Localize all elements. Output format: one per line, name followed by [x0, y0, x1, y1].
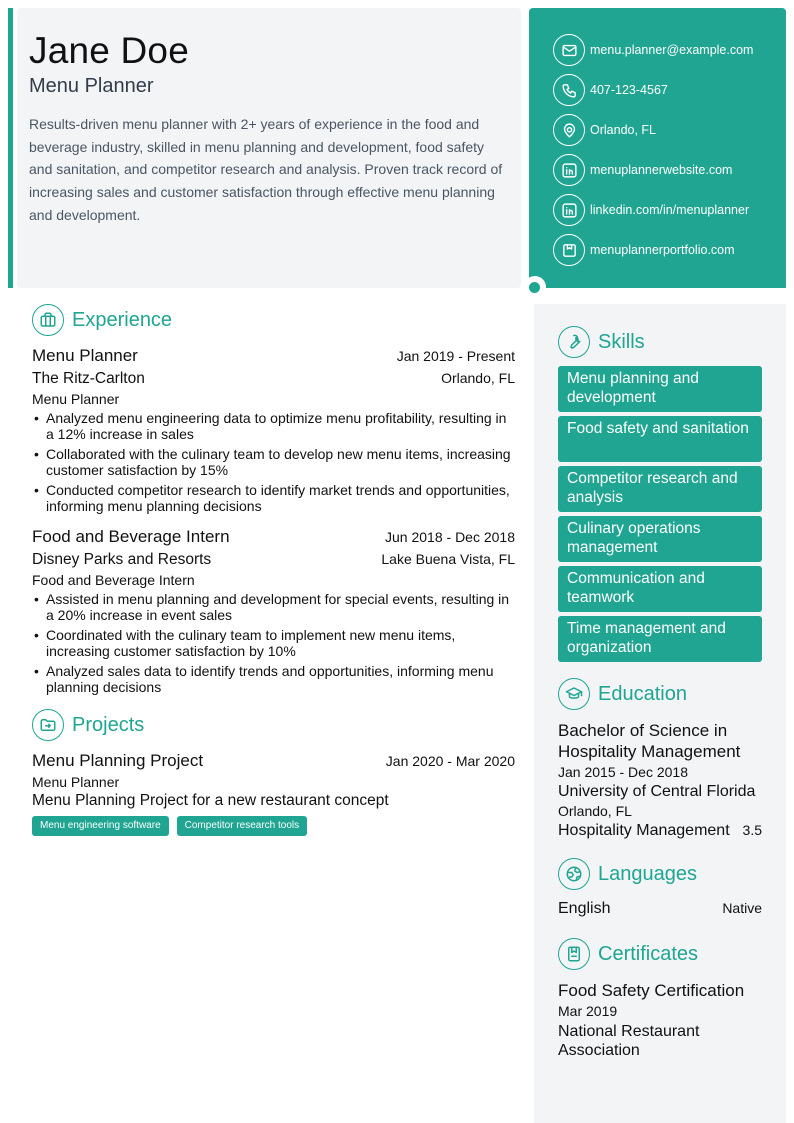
education-school: University of Central Florida [558, 783, 756, 800]
job-location: Orlando, FL [441, 370, 515, 386]
skills-title: Skills [598, 330, 645, 353]
list-item: • Assisted in menu planning and development for special events, resulting in a 20% increase in event sales [32, 591, 515, 623]
education-degree: Bachelor of Science in Hospitality Management [558, 721, 741, 761]
portfolio-icon [553, 234, 585, 266]
job-bullets [32, 410, 515, 514]
education-entry [558, 720, 762, 840]
job-date: Jun 2018 - Dec 2018 [385, 529, 515, 545]
sidebar [534, 304, 786, 1123]
contact-panel [529, 8, 786, 288]
language-item [558, 900, 762, 918]
list-item: • Conducted competitor research to identify market trends and opportunities, informing menu planning decisions [32, 482, 515, 514]
tag: Competitor research tools [177, 816, 308, 836]
project-description: Menu Planning Project for a new restaurant concept [32, 792, 389, 809]
skill-item: Competitor research and analysis [558, 466, 762, 512]
project-title: Menu Planning Project [32, 751, 204, 770]
header [17, 8, 521, 288]
linkedin-icon [553, 154, 585, 186]
skill-item: Food safety and sanitation [558, 416, 762, 462]
project-date: Jan 2020 - Mar 2020 [385, 753, 515, 769]
list-item: • Analyzed sales data to identify trends and opportunities, informing menu planning decisions [32, 663, 515, 695]
candidate-title: Menu Planner [29, 75, 154, 97]
graduation-cap-icon [558, 678, 590, 710]
contact-phone[interactable] [553, 70, 786, 110]
accent-bar [8, 8, 13, 288]
projects-title: Projects [72, 713, 145, 736]
list-item: • Coordinated with the culinary team to implement new menu items, increasing customer satisfaction by 10% [32, 627, 515, 659]
list-item: • Collaborated with the culinary team to develop new menu items, increasing customer satisfaction by 15% [32, 446, 515, 478]
briefcase-icon [32, 304, 64, 336]
skill-item: Culinary operations management [558, 516, 762, 562]
phone-icon [553, 74, 585, 106]
experience-title: Experience [72, 308, 173, 331]
project-tags [32, 816, 515, 836]
wrench-icon [558, 326, 590, 358]
certificate-icon [558, 938, 590, 970]
contact-portfolio[interactable] [553, 230, 786, 270]
job-role: Menu Planner [32, 391, 120, 407]
contact-website-text: menuplannerwebsite.com [590, 163, 733, 177]
job-company: The Ritz-Carlton [32, 370, 145, 387]
education-title: Education [598, 682, 687, 705]
skill-item: Time management and organization [558, 616, 762, 662]
contact-email[interactable] [553, 30, 786, 70]
decorative-dot [529, 282, 540, 293]
certificate-issuer: National Restaurant Association [558, 1023, 700, 1059]
projects-heading [32, 709, 515, 741]
main-column [32, 304, 515, 836]
project-entry [32, 751, 515, 836]
skill-item: Communication and teamwork [558, 566, 762, 612]
job-role: Food and Beverage Intern [32, 572, 195, 588]
certificate-date: Mar 2019 [558, 1003, 618, 1019]
language-level: Native [722, 900, 762, 916]
certificate-name: Food Safety Certification [558, 981, 745, 1000]
languages-heading [558, 858, 762, 890]
education-date: Jan 2015 - Dec 2018 [558, 764, 688, 780]
job-title: Food and Beverage Intern [32, 527, 230, 546]
globe-icon [558, 858, 590, 890]
experience-heading [32, 304, 515, 336]
education-gpa: 3.5 [742, 822, 762, 838]
experience-entry [32, 527, 515, 695]
certificates-title: Certificates [598, 942, 699, 965]
email-icon [553, 34, 585, 66]
skills-list [558, 366, 762, 662]
job-bullets [32, 591, 515, 695]
languages-title: Languages [598, 862, 697, 885]
contact-location [553, 110, 786, 150]
experience-entry [32, 346, 515, 514]
list-item: • Analyzed menu engineering data to optimize menu profitability, resulting in a 12% increase in sales [32, 410, 515, 442]
job-date: Jan 2019 - Present [396, 348, 515, 364]
tag: Menu engineering software [32, 816, 169, 836]
contact-website[interactable] [553, 150, 786, 190]
skills-heading [558, 326, 762, 358]
contact-portfolio-text: menuplannerportfolio.com [590, 243, 735, 257]
job-title: Menu Planner [32, 346, 138, 365]
candidate-name: Jane Doe [29, 30, 189, 71]
education-field: Hospitality Management [558, 822, 730, 839]
linkedin-icon [553, 194, 585, 226]
certificate-entry [558, 980, 762, 1060]
project-role: Menu Planner [32, 774, 120, 790]
language-name: English [558, 900, 611, 917]
education-location: Orlando, FL [558, 803, 632, 819]
job-company: Disney Parks and Resorts [32, 551, 212, 568]
contact-location-text: Orlando, FL [590, 123, 657, 137]
contact-phone-text: 407-123-4567 [590, 83, 668, 97]
contact-email-text: menu.planner@example.com [590, 43, 754, 57]
skill-item: Menu planning and development [558, 366, 762, 412]
contact-linkedin-text: linkedin.com/in/menuplanner [590, 203, 750, 217]
folder-icon [32, 709, 64, 741]
summary: Results-driven menu planner with 2+ years of experience in the food and beverage industry, skilled in menu planning and development, food safety and sanitation, and competitor research and analysis. Proven track record of increasing sales and customer satisfaction through effective menu planning and development. [29, 116, 503, 223]
job-location: Lake Buena Vista, FL [381, 551, 515, 567]
certificates-heading [558, 938, 762, 970]
education-heading [558, 678, 762, 710]
location-icon [553, 114, 585, 146]
contact-linkedin[interactable] [553, 190, 786, 230]
